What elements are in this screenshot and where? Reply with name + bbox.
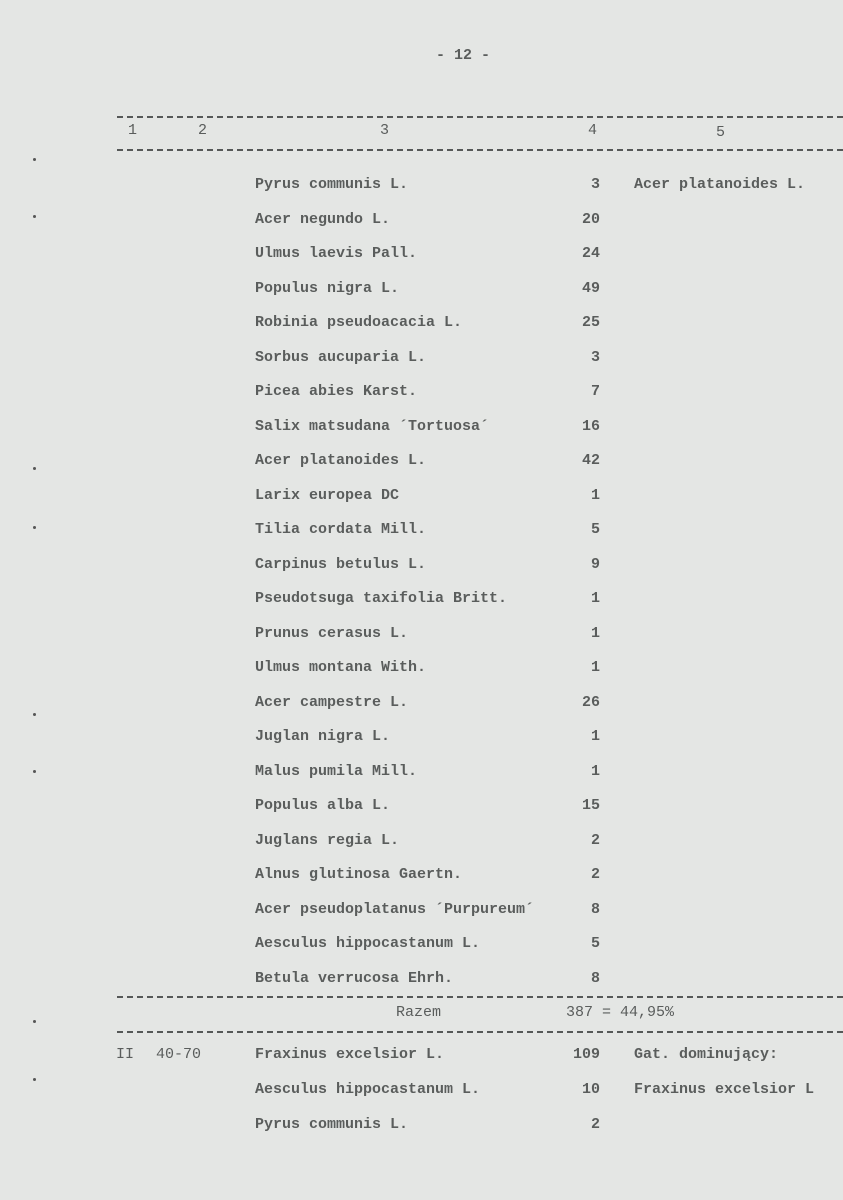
- tree-count: 8: [590, 900, 600, 918]
- tree-count: 5: [590, 935, 600, 952]
- tree-count: 2: [590, 1116, 600, 1133]
- tree-count: 3: [590, 176, 600, 193]
- column-header-5: 5: [716, 124, 726, 141]
- margin-mark: [33, 1078, 36, 1081]
- total-label: Razem: [396, 1004, 442, 1021]
- tree-count: 1: [590, 624, 600, 642]
- total-bottom-rule: [117, 1031, 843, 1033]
- column-header-1: 1: [128, 122, 138, 139]
- species-name: Juglans regia L.: [255, 831, 400, 849]
- total-top-rule: [117, 996, 843, 998]
- tree-count: 1: [590, 762, 600, 780]
- species-name: Betula verrucosa Ehrh.: [255, 969, 454, 987]
- table-top-rule: [117, 116, 843, 118]
- column-header-2: 2: [198, 122, 208, 139]
- tree-count: 1: [590, 590, 600, 607]
- tree-count: 7: [590, 383, 600, 400]
- tree-count: 25: [581, 314, 600, 331]
- column-5-note: Gat. dominujący:: [634, 1046, 779, 1063]
- header-bottom-rule: [117, 149, 843, 151]
- tree-count: 8: [590, 969, 600, 987]
- tree-count: 1: [590, 486, 600, 504]
- margin-mark: [33, 215, 36, 218]
- species-name: Robinia pseudoacacia L.: [255, 314, 463, 331]
- species-name: Acer campestre L.: [255, 693, 409, 711]
- tree-count: 10: [581, 1081, 600, 1098]
- tree-count: 5: [590, 521, 600, 538]
- tree-count: 16: [581, 417, 600, 435]
- section-2-age: 40-70: [156, 1046, 202, 1063]
- margin-mark: [33, 1020, 36, 1023]
- margin-mark: [33, 526, 36, 529]
- species-name: Acer pseudoplatanus ´Purpureum´: [255, 900, 535, 918]
- species-name: Acer platanoides L.: [255, 452, 427, 469]
- section-2-class: II: [116, 1046, 135, 1063]
- column-5-note: Acer platanoides L.: [634, 176, 806, 193]
- tree-count: 42: [581, 452, 600, 469]
- margin-mark: [33, 158, 36, 161]
- species-name: Tilia cordata Mill.: [255, 521, 427, 538]
- species-name: Pseudotsuga taxifolia Britt.: [255, 590, 508, 607]
- column-header-4: 4: [588, 122, 598, 139]
- species-name: Malus pumila Mill.: [255, 762, 418, 780]
- species-name: Alnus glutinosa Gaertn.: [255, 866, 463, 883]
- tree-count: 49: [581, 279, 600, 297]
- species-name: Fraxinus excelsior L.: [255, 1046, 445, 1063]
- species-name: Acer negundo L.: [255, 210, 391, 228]
- margin-mark: [33, 467, 36, 470]
- species-name: Carpinus betulus L.: [255, 555, 427, 573]
- species-name: Populus alba L.: [255, 797, 391, 814]
- tree-count: 1: [590, 728, 600, 745]
- page-number: - 12 -: [436, 47, 491, 64]
- margin-mark: [33, 713, 36, 716]
- tree-count: 109: [572, 1046, 600, 1063]
- species-name: Pyrus communis L.: [255, 176, 409, 193]
- species-name: Juglan nigra L.: [255, 728, 391, 745]
- species-name: Ulmus laevis Pall.: [255, 245, 418, 262]
- total-value: 387 = 44,95%: [566, 1004, 675, 1021]
- species-name: Aesculus hippocastanum L.: [255, 1081, 481, 1098]
- tree-count: 1: [590, 659, 600, 676]
- tree-count: 2: [590, 866, 600, 883]
- tree-count: 2: [590, 831, 600, 849]
- species-name: Aesculus hippocastanum L.: [255, 935, 481, 952]
- species-name: Picea abies Karst.: [255, 383, 418, 400]
- margin-mark: [33, 770, 36, 773]
- tree-count: 20: [581, 210, 600, 228]
- column-5-note: Fraxinus excelsior L: [634, 1081, 815, 1098]
- species-name: Prunus cerasus L.: [255, 624, 409, 642]
- tree-count: 9: [590, 555, 600, 573]
- species-name: Pyrus communis L.: [255, 1116, 409, 1133]
- species-name: Salix matsudana ´Tortuosa´: [255, 417, 490, 435]
- tree-count: 24: [581, 245, 600, 262]
- tree-count: 15: [581, 797, 600, 814]
- species-name: Ulmus montana With.: [255, 659, 427, 676]
- tree-count: 3: [590, 348, 600, 366]
- column-header-3: 3: [380, 122, 390, 139]
- species-name: Sorbus aucuparia L.: [255, 348, 427, 366]
- species-name: Populus nigra L.: [255, 279, 400, 297]
- species-name: Larix europea DC: [255, 486, 400, 504]
- tree-count: 26: [581, 693, 600, 711]
